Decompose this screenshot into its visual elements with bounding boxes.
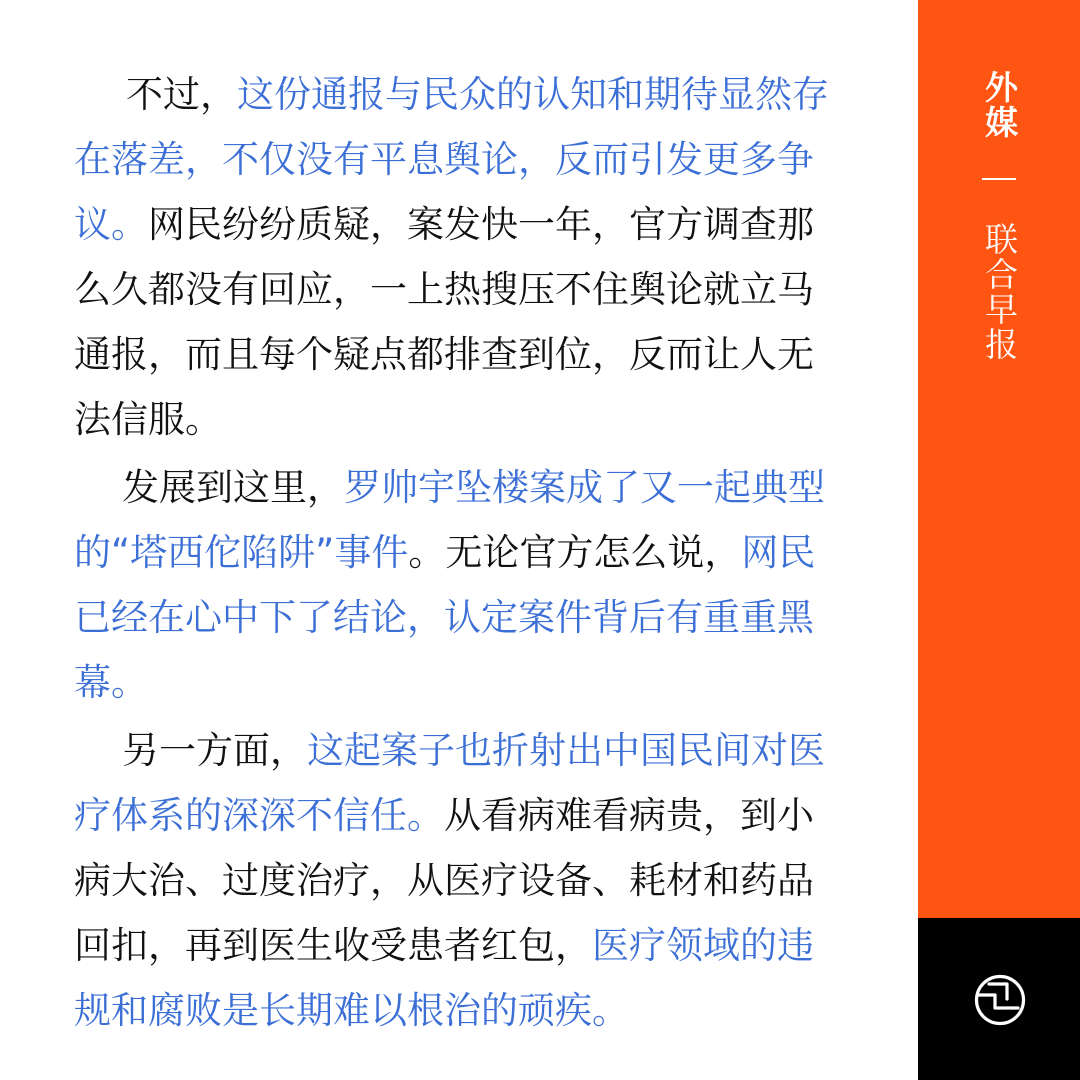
paragraph-text: 不过， — [126, 73, 237, 116]
paragraph-text: 发展到这里， — [122, 466, 344, 509]
paragraph — [74, 62, 844, 452]
highlighted-text: 罗帅宇坠楼案成了又一起典型的“塔西佗陷阱”事件 — [74, 466, 825, 574]
paragraph-text: 另一方面， — [122, 729, 307, 772]
sidebar-text — [918, 70, 1080, 362]
highlighted-text: 这起案子也折射出中国民间对医疗体系的深深不信任。 — [74, 729, 825, 837]
paragraph — [74, 718, 844, 1043]
paragraph-text: 网民纷纷质疑，案发快一年，官方调查那么久都没有回应，一上热搜压不住舆论就立马通报，而且每个疑点都排查到位，反而让人无法信服。 — [74, 203, 814, 441]
highlighted-text: 这份通报与民众的认知和期待显然存在落差，不仅没有平息舆论，反而引发更多争议。 — [74, 73, 829, 246]
article-body — [74, 62, 844, 1043]
paragraph — [74, 455, 844, 715]
paragraph-text: 从看病难看病贵，到小病大治、过度治疗，从医疗设备、耗材和药品回扣，再到医生收受患者红包， — [74, 794, 814, 967]
section-label: 外媒 — [980, 70, 1019, 140]
highlighted-text: 医疗领域的违规和腐败是长期难以根治的顽疾。 — [74, 924, 814, 1032]
sidebar-label-panel — [918, 0, 1080, 918]
paragraph-text: 。无论官方怎么说， — [408, 531, 742, 574]
highlighted-text: 网民已经在心中下了结论，认定案件背后有重重黑幕。 — [74, 531, 816, 704]
logo-panel — [918, 918, 1080, 1080]
zaobao-logo-icon — [974, 974, 1026, 1026]
sidebar — [918, 0, 1080, 1080]
source-label: 联合早报 — [980, 222, 1019, 362]
divider — [982, 178, 1016, 180]
